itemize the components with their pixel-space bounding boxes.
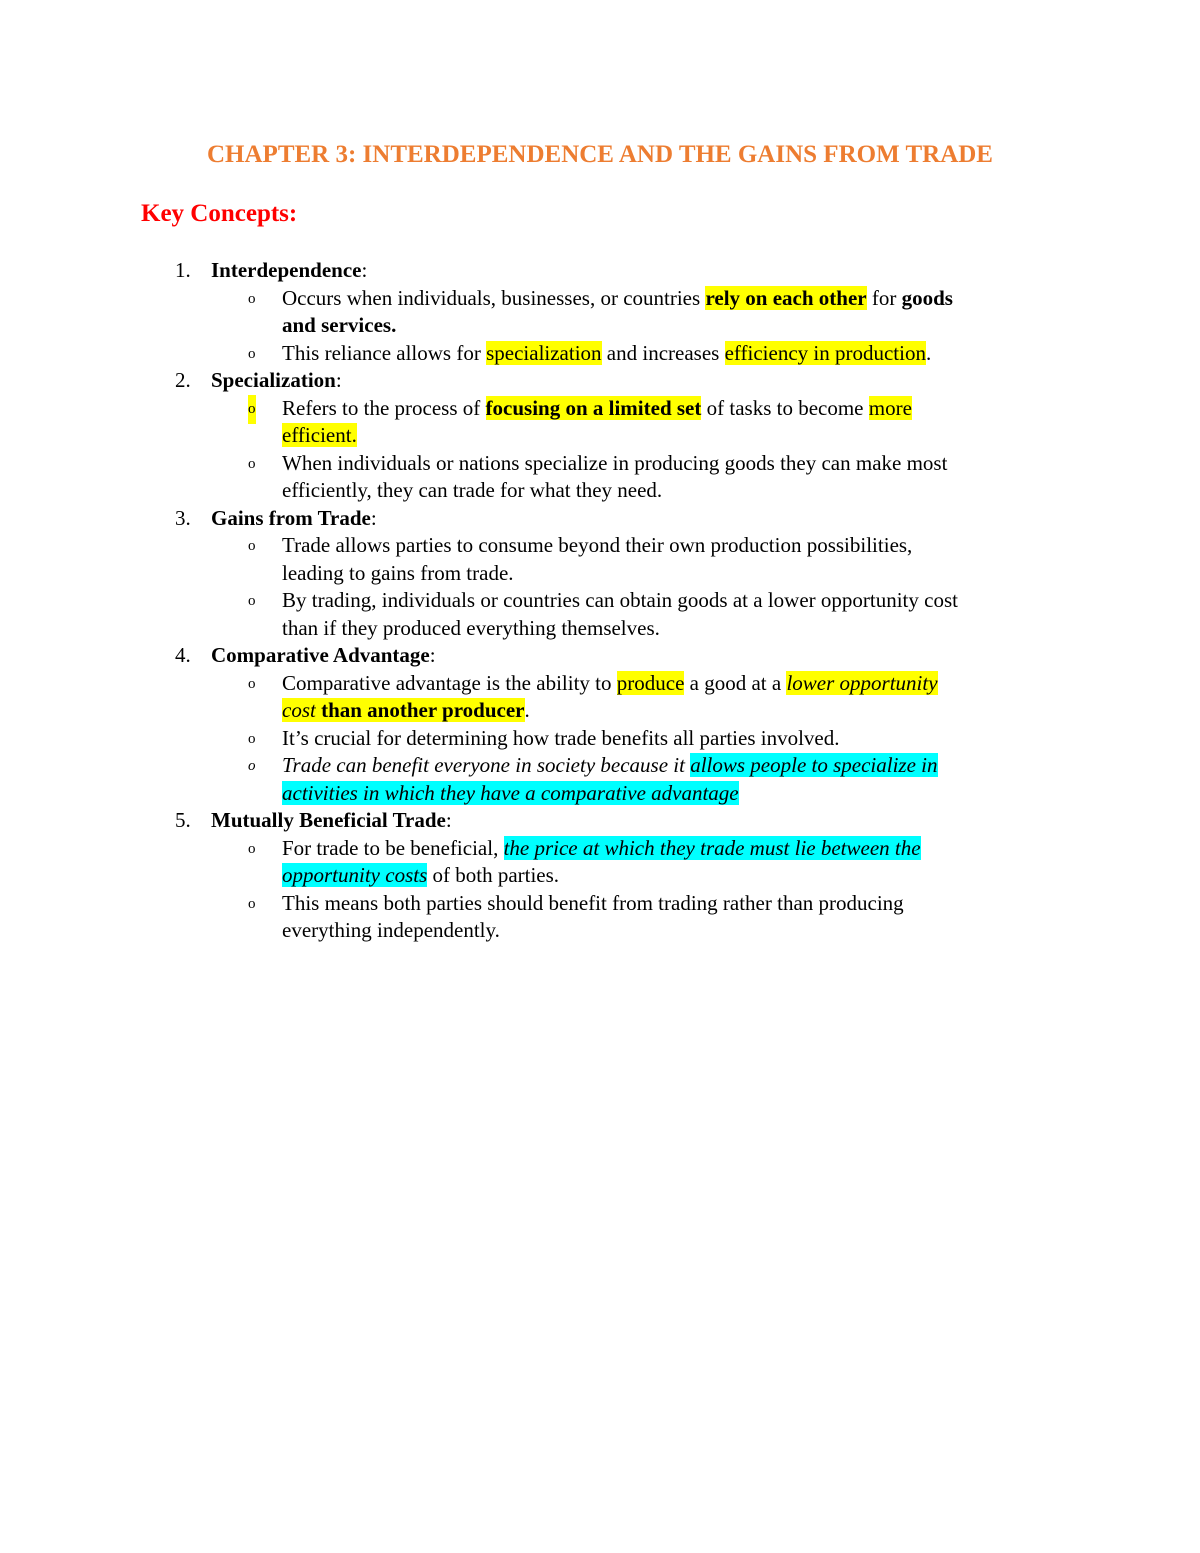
list-item-bullet: o When individuals or nations specialize in producing goods they can make most (0, 450, 1200, 478)
highlight-text: cost (282, 698, 316, 722)
highlight-text: the price at which they trade must lie between the (503, 835, 921, 860)
bullet-marker: o (248, 455, 256, 472)
key-concepts-heading: Key Concepts: (141, 200, 298, 227)
highlight-text: specialization (486, 340, 602, 365)
bullet-marker: o (248, 840, 256, 857)
list-item-bullet: o Comparative advantage is the ability to produce a good at a lower opportunity (0, 670, 1200, 698)
list-item-bullet: o It’s crucial for determining how trade benefits all parties involved. (0, 725, 1200, 753)
list-item-gains-from-trade: 3. Gains from Trade: (0, 505, 1200, 533)
highlight-text: efficient. (282, 423, 357, 447)
bullet-marker: o (248, 290, 256, 307)
bullet-marker: o (248, 345, 256, 362)
list-item-continuation: opportunity costs of both parties. (282, 863, 560, 887)
item-number: 5. (175, 808, 191, 832)
list-item-continuation: cost than another producer. (282, 698, 530, 722)
list-item-comparative-advantage: 4. Comparative Advantage: (0, 642, 1200, 670)
chapter-title: CHAPTER 3: INTERDEPENDENCE AND THE GAINS FROM TRADE (207, 141, 993, 168)
bullet-marker: o (248, 730, 256, 747)
item-number: 3. (175, 505, 191, 530)
list-item-continuation: and services. (282, 313, 397, 337)
item-heading: Specialization (211, 368, 336, 392)
concept-list (0, 257, 1200, 945)
list-item-bullet: o Occurs when individuals, businesses, or countries rely on each other for goods (0, 285, 1200, 313)
list-item-mutually-beneficial-trade: 5. Mutually Beneficial Trade: (0, 807, 1200, 835)
list-item-specialization: 2. Specialization: (0, 367, 1200, 395)
item-heading: Mutually Beneficial Trade (211, 808, 446, 832)
list-item-continuation (0, 422, 1200, 450)
highlight-text: produce (616, 670, 685, 695)
list-item-bullet: o For trade to be beneficial, the price at which they trade must lie between the (0, 835, 1200, 863)
bullet-marker: o (248, 675, 256, 692)
list-item-continuation: efficiently, they can trade for what they need. (282, 478, 663, 502)
highlight-text: rely on each other (705, 285, 867, 310)
highlight-text: lower opportunity (786, 670, 938, 695)
highlight-text: activities in which they have a comparative advantage (282, 780, 739, 805)
list-item-bullet: o This reliance allows for specialization and increases efficiency in production. (0, 340, 1200, 368)
list-item-continuation: than if they produced everything themselves. (282, 615, 660, 640)
highlight-text: more (868, 395, 912, 420)
highlight-text: allows people to specialize in (690, 753, 938, 777)
highlight-text: opportunity costs (282, 863, 428, 887)
list-item-bullet: o Trade can benefit everyone in society because it allows people to specialize in (0, 752, 1200, 780)
bullet-marker: o (248, 538, 256, 554)
item-number: 1. (175, 258, 191, 282)
highlight-text: focusing on a limited set (485, 395, 702, 420)
item-heading: Interdependence (211, 258, 362, 282)
highlight-text: than another producer (321, 698, 525, 722)
highlight-text: efficiency in production (724, 340, 926, 365)
item-heading: Gains from Trade (211, 505, 371, 530)
list-item-continuation: leading to gains from trade. (282, 560, 514, 585)
bullet-marker: o (248, 395, 256, 424)
bullet-marker: o (248, 758, 256, 774)
item-number: 4. (175, 643, 191, 667)
bullet-marker: o (248, 895, 256, 912)
list-item-bullet: o Trade allows parties to consume beyond their own production possibilities, (0, 532, 1200, 560)
item-heading: Comparative Advantage (211, 643, 430, 667)
list-item-bullet: o By trading, individuals or countries can obtain goods at a lower opportunity cost (0, 587, 1200, 615)
list-item-bullet: o This means both parties should benefit from trading rather than producing (0, 890, 1200, 918)
list-item-continuation: everything independently. (282, 918, 500, 942)
list-item-bullet: o Refers to the process of focusing on a limited set of tasks to become more (0, 395, 1200, 423)
list-item-interdependence: 1. Interdependence: (0, 257, 1200, 285)
item-number: 2. (175, 368, 191, 392)
list-item-continuation (0, 780, 1200, 808)
bullet-marker: o (248, 593, 256, 609)
